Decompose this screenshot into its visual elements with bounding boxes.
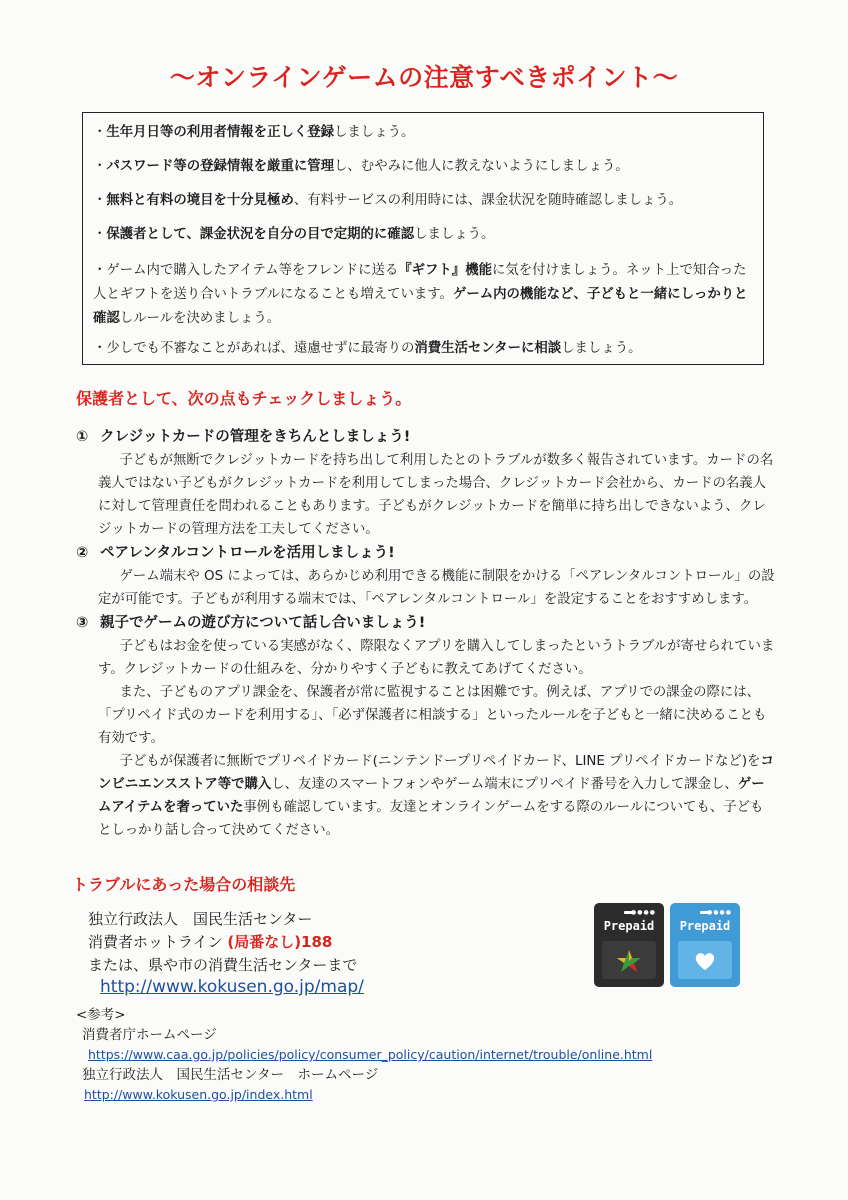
page-title: 〜オンラインゲームの注意すべきポイント〜 — [169, 63, 679, 92]
contact-heading: トラブルにあった場合の相談先 — [72, 875, 296, 894]
point-item: ・パスワード等の登録情報を厳重に管理し、むやみに他人に教えないようにしましょう。 — [93, 159, 629, 174]
check-item-text: また、子どものアプリ課金を、保護者が常に監視することは困難です。例えば、アプリでの課金の際には、「プリペイド式のカードを利用する」、「必ず保護者に相談する」といったルールを子どもと一緒に決めることも有効です。 — [98, 685, 767, 746]
check-item — [76, 611, 776, 842]
contact-org: 独立行政法人 国民生活センター — [88, 910, 313, 928]
check-item — [76, 425, 776, 541]
heart-icon — [692, 949, 718, 973]
star-icon — [616, 949, 642, 973]
check-item — [76, 541, 776, 611]
contact-hotline: 消費者ホットライン (局番なし)188 — [88, 933, 333, 951]
check-item-text: ゲーム端末や OS によっては、あらかじめ利用できる機能に制限をかける「ペアレンタルコントロール」の設定が可能です。子どもが利用する端末では、「ペアレンタルコントロール」を設定することをおすすめします。 — [98, 569, 775, 607]
contact-alt: または、県や市の消費生活センターまで — [88, 956, 358, 974]
caa-homepage-link[interactable]: https://www.caa.go.jp/policies/policy/consumer_policy/caution/internet/trouble/online.html — [88, 1047, 653, 1062]
point-item: ・無料と有料の境目を十分見極め、有料サービスの利用時には、課金状況を随時確認しましょう。 — [93, 193, 683, 208]
caa-homepage-label: 消費者庁ホームページ — [82, 1027, 217, 1043]
point-item: ・ゲーム内で購入したアイテム等をフレンドに送る『ギフト』機能に気を付けましょう。ネット上で知合った人とギフトを送り合いトラブルになることも増えています。ゲーム内の機能など、子どもと一緒にしっかりと確認しルールを決めましょう。 — [93, 263, 748, 326]
check-item-title: ① クレジットカードの管理をきちんとしましょう! — [76, 429, 411, 445]
references — [76, 1003, 652, 1103]
check-item-text: 子どもが無断でクレジットカードを持ち出して利用したとのトラブルが数多く報告されています。カードの名義人ではない子どもがクレジットカードを利用してしまった場合、クレジットカード会社から、カードの名義人に対して管理責任を問われることもあります。子どもがクレジットカードを簡単に持ち出しできないよう、クレジットカードの管理方法を工夫してください。 — [98, 453, 774, 537]
references-label: <参考> — [76, 1007, 126, 1023]
kokusen-map-link[interactable]: http://www.kokusen.go.jp/map/ — [100, 977, 364, 997]
prepaid-card-blue: ●●●● Prepaid — [670, 903, 740, 987]
prepaid-card-dark: ●●●● Prepaid — [594, 903, 664, 987]
point-item: ・生年月日等の利用者情報を正しく登録しましょう。 — [93, 125, 415, 140]
kokusen-homepage-label: 独立行政法人 国民生活センター ホームページ — [82, 1067, 379, 1083]
check-item-title: ③ 親子でゲームの遊び方について話し合いましょう! — [76, 615, 426, 631]
kokusen-homepage-link[interactable]: http://www.kokusen.go.jp/index.html — [84, 1087, 313, 1102]
check-list — [76, 425, 776, 842]
check-heading: 保護者として、次の点もチェックしましょう。 — [76, 389, 412, 408]
prepaid-cards-illustration — [594, 903, 744, 987]
point-item: ・少しでも不審なことがあれば、遠慮せずに最寄りの消費生活センターに相談しましょう。 — [93, 341, 642, 356]
contact-info — [88, 908, 357, 977]
check-item-text: 子どもはお金を使っている実感がなく、際限なくアプリを購入してしまったというトラブルが寄せられています。クレジットカードの仕組みを、分かりやすく子どもに教えてあげてください。 — [98, 639, 775, 677]
point-item: ・保護者として、課金状況を自分の目で定期的に確認しましょう。 — [93, 227, 495, 242]
points-box — [82, 112, 764, 365]
check-item-title: ② ペアレンタルコントロールを活用しましょう! — [76, 545, 395, 561]
check-item-text: 子どもが保護者に無断でプリペイドカード(ニンテンドープリペイドカード、LINE プリペイドカードなど)をコンビニエンスストア等で購入し、友達のスマートフォンやゲーム端末にプリペイド番号を入力して課金し、ゲームアイテムを奢っていた事例も確認しています。友達とオンラインゲームをする際のルールについても、子どもとしっかり話し合って決めてください。 — [98, 754, 774, 838]
